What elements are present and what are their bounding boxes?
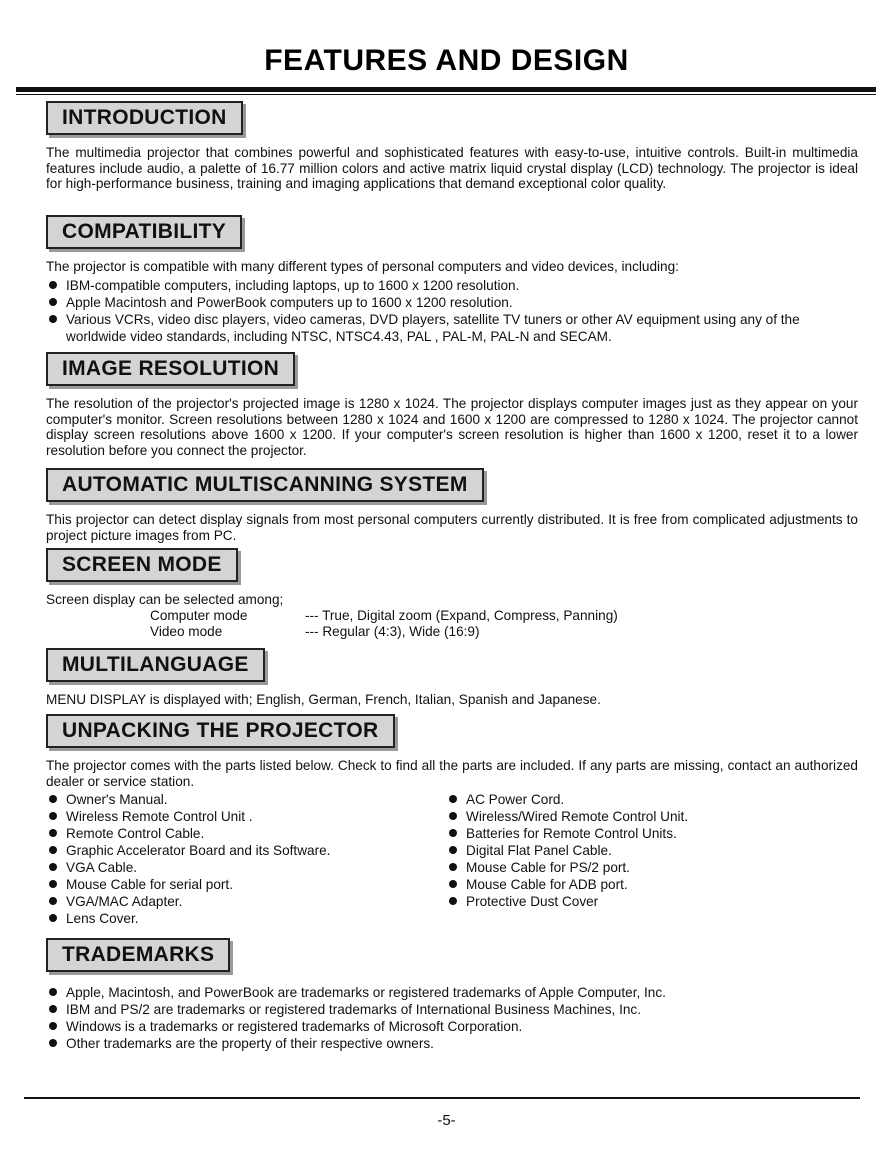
list-item: Various VCRs, video disc players, video cameras, DVD players, satellite TV tuners or other AV equipment using any of the worldwide video standards, including NTSC, NTSC4.43, PAL , PAL-M, PAL-N and SECAM. [46,311,858,345]
list-item: Wireless Remote Control Unit . [46,808,446,825]
section-trademarks [46,938,858,1052]
heading-multilanguage: MULTILANGUAGE [46,648,265,682]
list-item: Apple, Macintosh, and PowerBook are trademarks or registered trademarks of Apple Computer, Inc. [46,984,858,1001]
heading-image-resolution: IMAGE RESOLUTION [46,352,295,386]
compatibility-list [46,277,858,345]
heading-introduction: INTRODUCTION [46,101,243,135]
list-item: Mouse Cable for serial port. [46,876,446,893]
introduction-text: The multimedia projector that combines powerful and sophisticated features with easy-to-use, intuitive controls. Built-in multimedia features include audio, a palette of 16.77 million colors and active matrix liquid crystal display (LCD) technology. The projector is ideal for high-performance business, training and imaging applications that demand exceptional color quality. [46,145,858,191]
header-rule-thin [16,94,876,95]
list-item: AC Power Cord. [446,791,846,808]
section-unpacking [46,714,858,927]
image-resolution-text: The resolution of the projector's projected image is 1280 x 1024. The projector displays computer images just as they appear on your computer's monitor. Screen resolutions between 1280 x 1024 and 1600 x 1200 are compressed to 1280 x 1024. The projector cannot display screen resolutions above 1600 x 1200. If your computer's screen resolution is higher than 1600 x 1200, reset it to a lower resolution before you connect the projector. [46,396,858,458]
page-number: -5- [437,1112,456,1129]
section-introduction [46,101,858,192]
multiscanning-text: This projector can detect display signals from most personal computers currently distributed. It is free from complicated adjustments to project picture images from PC. [46,512,858,543]
list-item: Windows is a trademarks or registered trademarks of Microsoft Corporation. [46,1018,858,1035]
footer-rule [24,1097,860,1099]
page-title: FEATURES AND DESIGN [264,44,629,77]
heading-multiscanning: AUTOMATIC MULTISCANNING SYSTEM [46,468,484,502]
list-item: Protective Dust Cover [446,893,846,910]
list-item: Apple Macintosh and PowerBook computers up to 1600 x 1200 resolution. [46,294,858,311]
parts-list-left [46,791,446,927]
list-item: Mouse Cable for PS/2 port. [446,859,846,876]
multilanguage-text: MENU DISPLAY is displayed with; English, German, French, Italian, Spanish and Japanese. [46,692,601,707]
mode-name: Computer mode [150,607,248,623]
list-item: IBM-compatible computers, including laptops, up to 1600 x 1200 resolution. [46,277,858,294]
list-item: Wireless/Wired Remote Control Unit. [446,808,846,825]
mode-value: --- Regular (4:3), Wide (16:9) [305,623,480,639]
compatibility-text: The projector is compatible with many different types of personal computers and video devices, including: [46,259,679,274]
screen-mode-text: Screen display can be selected among; [46,592,284,607]
section-multilanguage [46,648,858,708]
mode-value: --- True, Digital zoom (Expand, Compress, Panning) [305,607,618,623]
screen-mode-table [150,608,858,640]
list-item: Other trademarks are the property of their respective owners. [46,1035,858,1052]
parts-list-right [446,791,846,927]
unpacking-text: The projector comes with the parts listed below. Check to find all the parts are included. If any parts are missing, contact an authorized dealer or service station. [46,758,858,789]
list-item: Remote Control Cable. [46,825,446,842]
list-item: Mouse Cable for ADB port. [446,876,846,893]
trademarks-list [46,984,858,1052]
section-multiscanning [46,468,858,543]
list-item: Owner's Manual. [46,791,446,808]
section-compatibility [46,215,858,345]
list-item: IBM and PS/2 are trademarks or registered trademarks of International Business Machines, Inc. [46,1001,858,1018]
mode-name: Video mode [150,623,223,639]
heading-trademarks: TRADEMARKS [46,938,230,972]
list-item: Graphic Accelerator Board and its Software. [46,842,446,859]
header-rule-thick [16,87,876,92]
parts-columns [46,789,858,927]
heading-screen-mode: SCREEN MODE [46,548,238,582]
list-item: Lens Cover. [46,910,446,927]
list-item: Digital Flat Panel Cable. [446,842,846,859]
section-screen-mode [46,548,858,640]
list-item: VGA Cable. [46,859,446,876]
section-image-resolution [46,352,858,458]
heading-unpacking: UNPACKING THE PROJECTOR [46,714,395,748]
heading-compatibility: COMPATIBILITY [46,215,242,249]
list-item: VGA/MAC Adapter. [46,893,446,910]
list-item: Batteries for Remote Control Units. [446,825,846,842]
